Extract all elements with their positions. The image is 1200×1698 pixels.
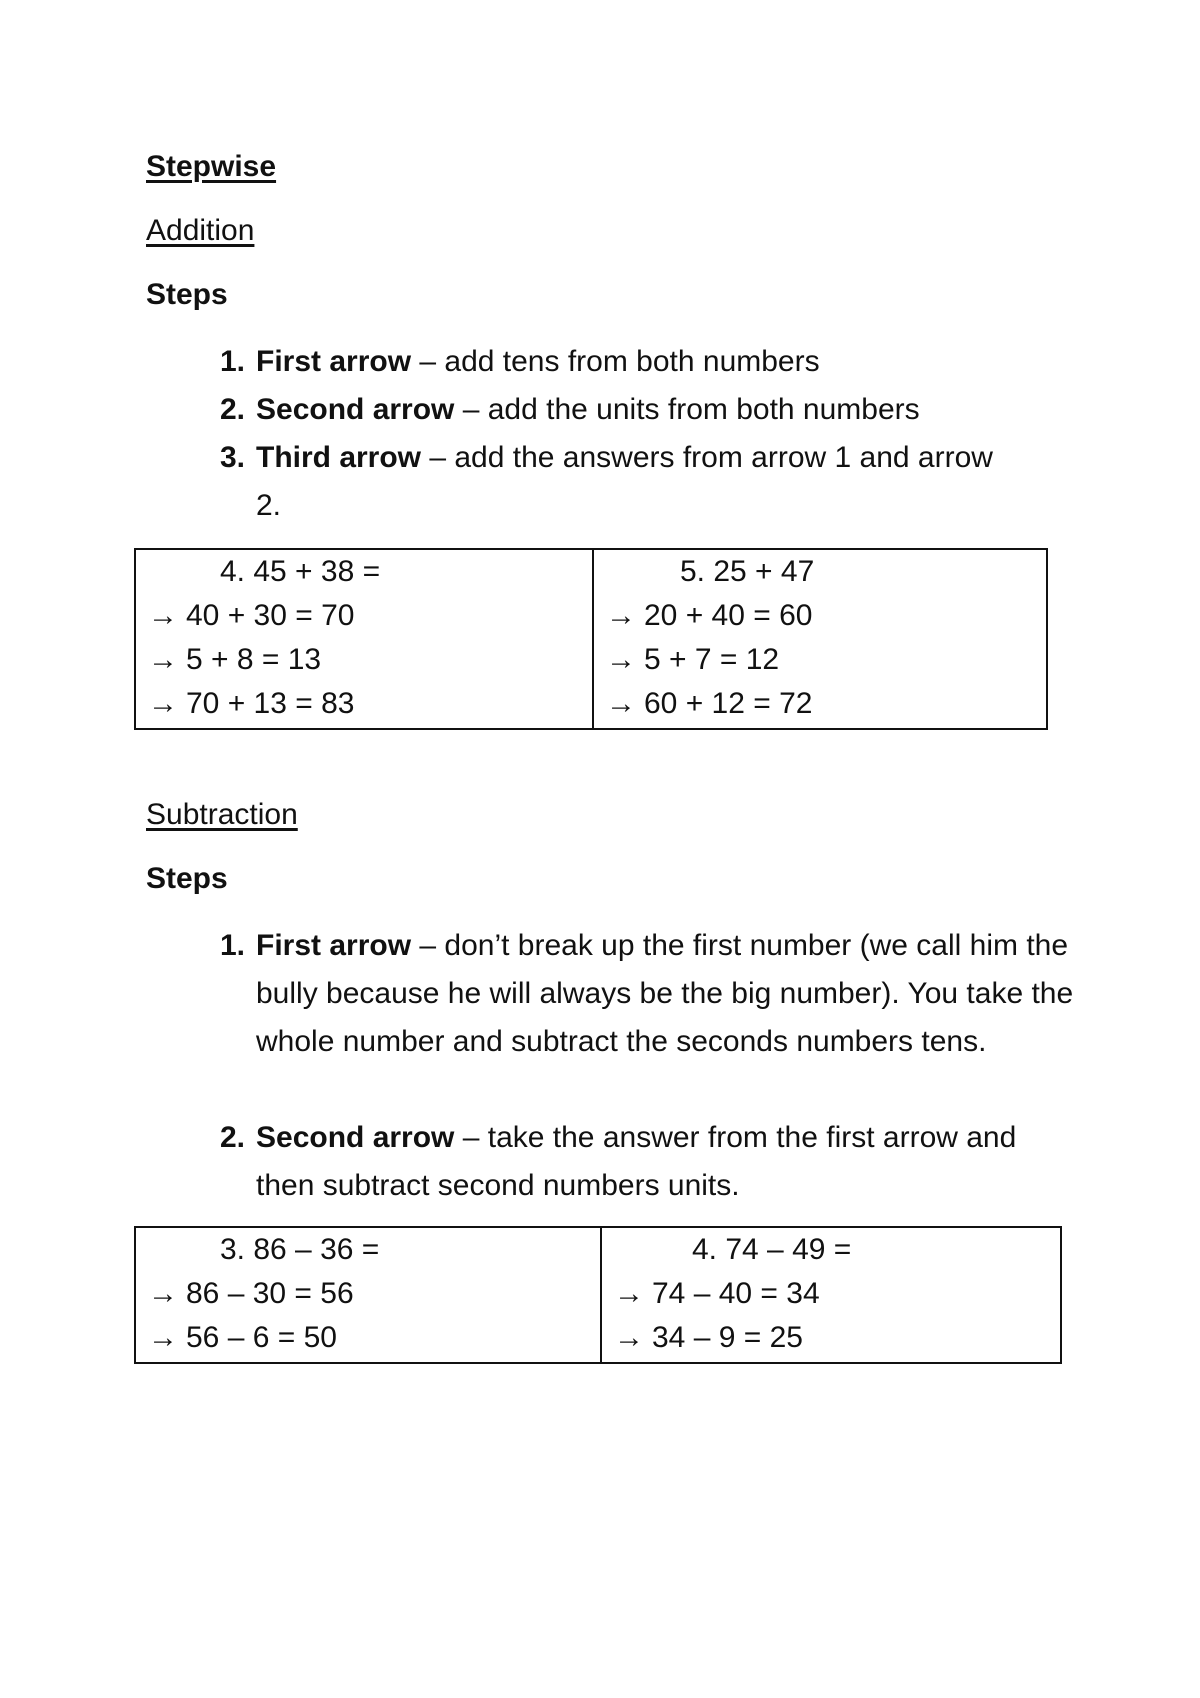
arrow-icon: → bbox=[148, 643, 178, 676]
subtraction-step-2 bbox=[220, 1114, 1060, 1210]
step-text: – add tens from both numbers bbox=[411, 345, 820, 378]
addition-steps-heading: Steps bbox=[146, 278, 228, 311]
step-text: – add the answers from arrow 1 and arrow 2. bbox=[256, 441, 993, 522]
step-number: 2. bbox=[220, 1121, 246, 1154]
arrow-icon: → bbox=[148, 599, 178, 632]
step-label: Second arrow bbox=[256, 393, 455, 426]
example-problem: 5. 25 + 47 bbox=[680, 555, 815, 588]
subtraction-heading: Subtraction bbox=[146, 798, 298, 831]
arrow-icon: → bbox=[148, 687, 178, 720]
step-label: Third arrow bbox=[256, 441, 422, 474]
addition-example-right bbox=[593, 549, 1047, 729]
arrow-icon: → bbox=[148, 1277, 178, 1310]
example-line: → 40 + 30 = 70 bbox=[136, 594, 592, 638]
subtraction-steps-heading: Steps bbox=[146, 862, 228, 895]
addition-step-3 bbox=[220, 434, 1020, 530]
subtraction-examples-table bbox=[134, 1226, 1062, 1364]
subtraction-example-right bbox=[601, 1227, 1061, 1363]
subtraction-example-left bbox=[135, 1227, 601, 1363]
example-line: → 60 + 12 = 72 bbox=[594, 682, 1046, 726]
document-title: Stepwise bbox=[146, 150, 277, 183]
step-text: – don’t break up the first number (we call him the bully because he will always be the big number). You take the whole number and subtract the seconds numbers tens. bbox=[256, 929, 1074, 1058]
subtraction-step-1 bbox=[220, 922, 1080, 1066]
example-line: → 34 – 9 = 25 bbox=[602, 1316, 1060, 1360]
example-line: → 74 – 40 = 34 bbox=[602, 1272, 1060, 1316]
addition-examples-table bbox=[134, 548, 1048, 730]
arrow-icon: → bbox=[148, 1321, 178, 1354]
example-line: → 56 – 6 = 50 bbox=[136, 1316, 600, 1360]
example-line: → 86 – 30 = 56 bbox=[136, 1272, 600, 1316]
step-label: First arrow bbox=[256, 929, 412, 962]
example-line: → 70 + 13 = 83 bbox=[136, 682, 592, 726]
arrow-icon: → bbox=[614, 1277, 644, 1310]
addition-heading: Addition bbox=[146, 214, 255, 247]
step-number: 2. bbox=[220, 393, 246, 426]
example-line: → 5 + 7 = 12 bbox=[594, 638, 1046, 682]
arrow-icon: → bbox=[606, 687, 636, 720]
example-line: → 5 + 8 = 13 bbox=[136, 638, 592, 682]
addition-example-left bbox=[135, 549, 593, 729]
step-text: – take the answer from the first arrow and then subtract second numbers units. bbox=[256, 1121, 1017, 1202]
step-label: First arrow bbox=[256, 345, 412, 378]
step-label: Second arrow bbox=[256, 1121, 455, 1154]
arrow-icon: → bbox=[606, 599, 636, 632]
step-text: – add the units from both numbers bbox=[454, 393, 920, 426]
example-problem: 3. 86 – 36 = bbox=[220, 1233, 380, 1266]
step-number: 1. bbox=[220, 929, 246, 962]
arrow-icon: → bbox=[614, 1321, 644, 1354]
addition-step-2 bbox=[220, 386, 1100, 434]
step-number: 3. bbox=[220, 441, 246, 474]
step-number: 1. bbox=[220, 345, 246, 378]
arrow-icon: → bbox=[606, 643, 636, 676]
example-line: → 20 + 40 = 60 bbox=[594, 594, 1046, 638]
addition-step-1 bbox=[220, 338, 1100, 386]
example-problem: 4. 74 – 49 = bbox=[692, 1233, 852, 1266]
example-problem: 4. 45 + 38 = bbox=[220, 555, 381, 588]
